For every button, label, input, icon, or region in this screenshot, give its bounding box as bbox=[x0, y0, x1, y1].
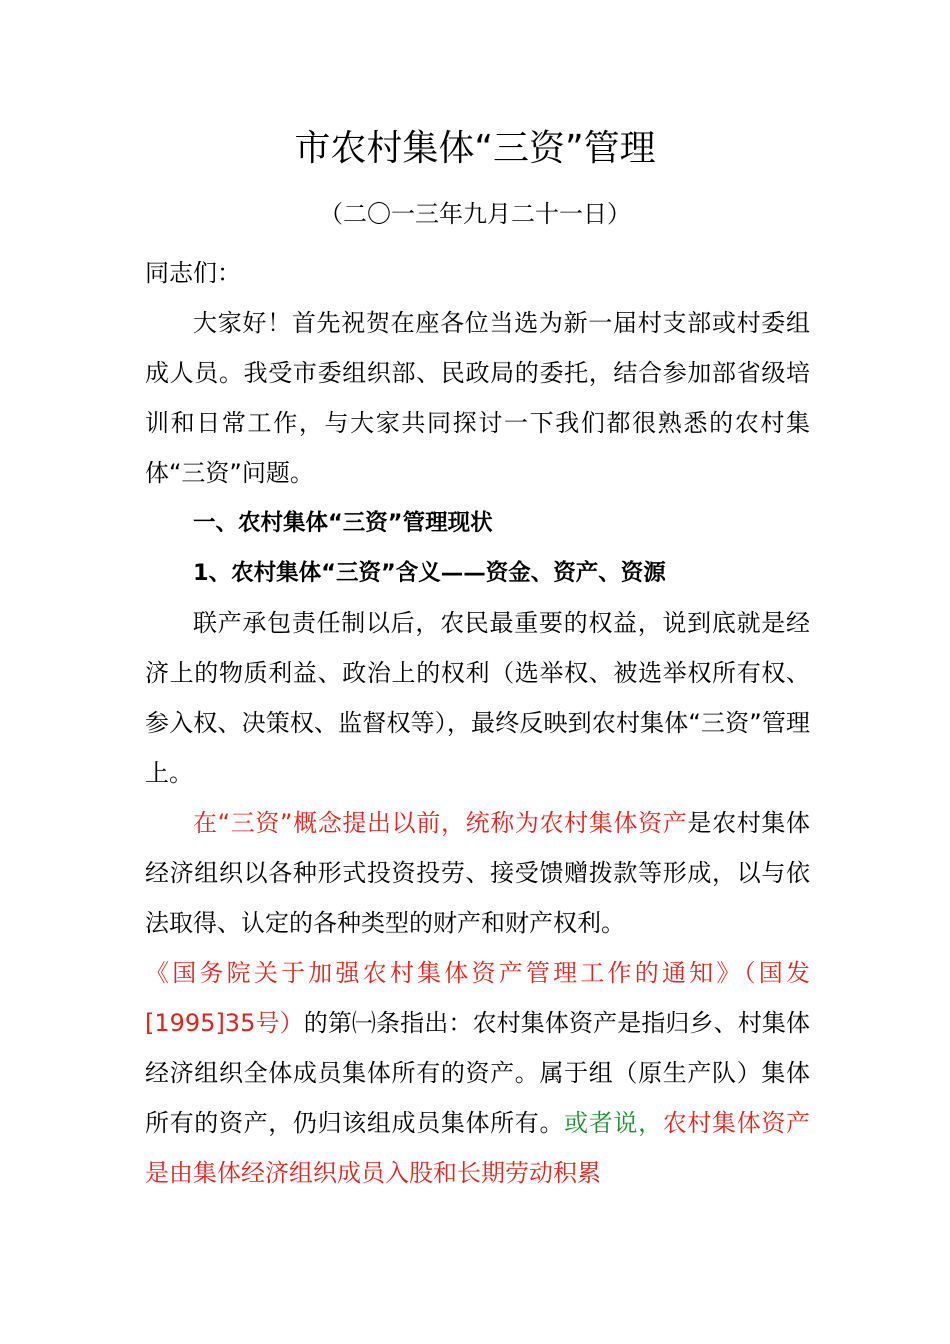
paragraph-state-council bbox=[145, 948, 810, 1198]
highlight-red-text: 在“三资”概念提出以前，统称为农村集体资产 bbox=[193, 809, 688, 837]
section-heading: 一、农村集体“三资”管理现状 bbox=[193, 510, 493, 536]
paragraph-text: 是农村集体经济组织以各种形式投资投劳、接受馈赠拨款等形成，以与依法取得、认定的各种类型的财产和财产权利。 bbox=[145, 809, 811, 937]
document-date: （二〇一三年九月二十一日） bbox=[319, 200, 631, 228]
highlight-red-text: 农村集体资产是由集体经济组织成员入股和长期劳动积累 bbox=[145, 1109, 811, 1187]
paragraph-greeting: 大家好！首先祝贺在座各位当选为新一届村支部或村委组成人员。我受市委组织部、民政局的委托，结合参加部省级培训和日常工作，与大家共同探讨一下我们都很熟悉的农村集体“三资”问题。 bbox=[145, 309, 810, 487]
paragraph-rights: 联产承包责任制以后，农民最重要的权益，说到底就是经济上的物质利益、政治上的权利（选举权、被选举权所有权、参入权、决策权、监督权等），最终反映到农村集体“三资”管理上。 bbox=[145, 609, 810, 787]
paragraph-text: 的第㈠条指出：农村集体资产是指归乡、村集体经济组织全体成员集体所有的资产。属于组（原生产队）集体所有的资产，仍归该组成员集体所有。 bbox=[145, 1009, 811, 1137]
salutation: 同志们： bbox=[145, 259, 241, 287]
document-body bbox=[145, 248, 810, 1198]
document-title: 市农村集体“三资”管理 bbox=[294, 128, 656, 169]
highlight-green-text: 或者说， bbox=[564, 1109, 663, 1137]
subsection-heading: 1、农村集体“三资”含义——资金、资产、资源 bbox=[193, 560, 666, 586]
paragraph-collective-assets bbox=[145, 798, 810, 948]
highlight-red-citation: 《国务院关于加强农村集体资产管理工作的通知》（国发[1995]35号） bbox=[145, 959, 810, 1037]
